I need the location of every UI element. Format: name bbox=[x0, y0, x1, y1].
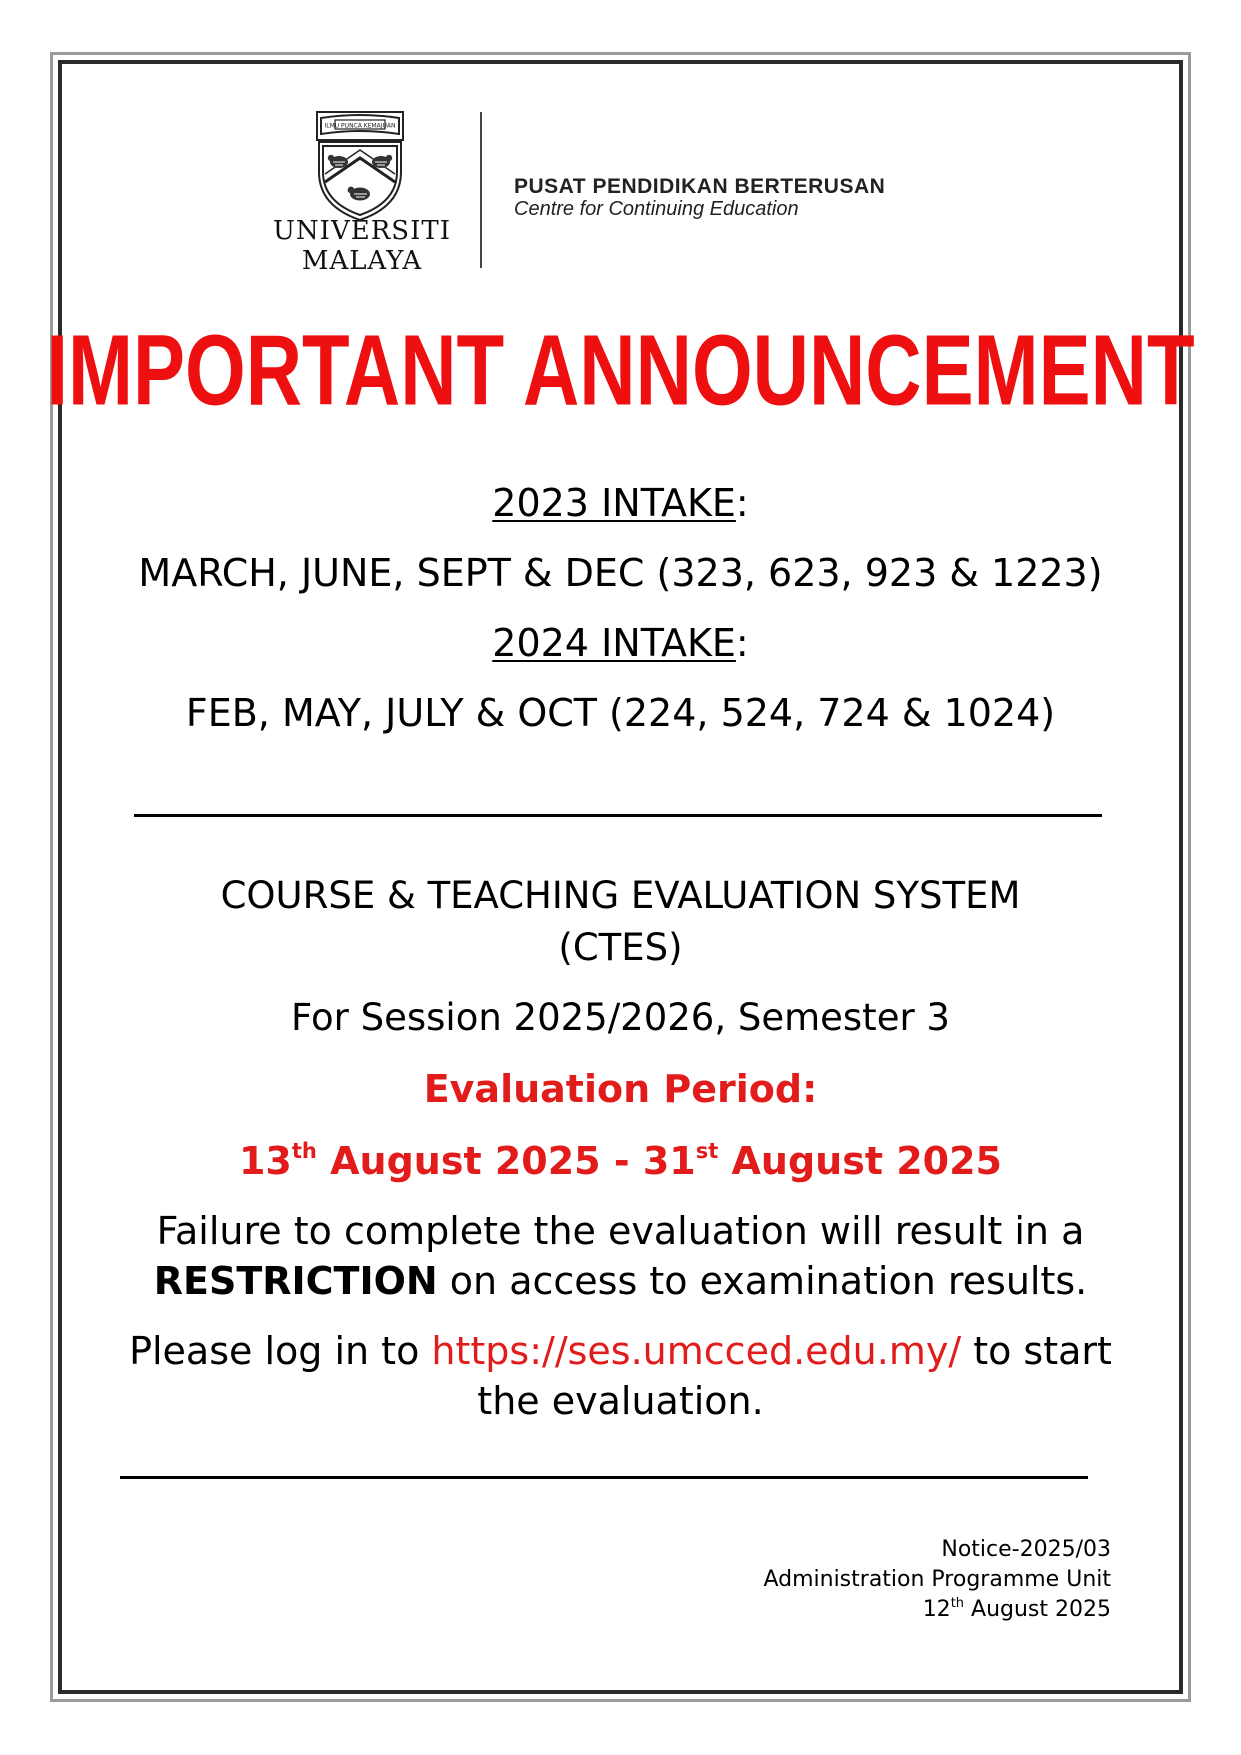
centre-name: PUSAT PENDIDIKAN BERTERUSAN bbox=[514, 175, 886, 198]
date-suffix: th bbox=[950, 1596, 965, 1611]
intake-heading-2024 bbox=[60, 620, 1181, 666]
intake-months-2023: MARCH, JUNE, SEPT & DEC (323, 623, 923 & 1223) bbox=[138, 551, 1103, 595]
intake-label: 2023 INTAKE bbox=[492, 481, 736, 525]
header-divider bbox=[480, 112, 482, 268]
login-line2: the evaluation. bbox=[477, 1379, 764, 1423]
system-title-line1: COURSE & TEACHING EVALUATION SYSTEM bbox=[220, 874, 1021, 917]
evaluation-link[interactable]: https://ses.umcced.edu.my/ bbox=[431, 1329, 962, 1373]
intake-heading-2023 bbox=[60, 480, 1181, 526]
login-suffix: to start bbox=[961, 1329, 1112, 1373]
divider-bottom bbox=[120, 1476, 1088, 1479]
notice-number: Notice-2025/03 bbox=[941, 1537, 1111, 1562]
intake-label: 2024 INTAKE bbox=[492, 621, 736, 665]
login-line1 bbox=[60, 1328, 1181, 1374]
intake-colon: : bbox=[735, 481, 749, 525]
evaluation-period-label: Evaluation Period: bbox=[423, 1067, 818, 1111]
centre-subtitle: Centre for Continuing Education bbox=[514, 198, 799, 220]
evaluation-period-dates bbox=[60, 1138, 1181, 1184]
svg-text:ILMU PUNCA KEMAJUAN: ILMU PUNCA KEMAJUAN bbox=[324, 122, 396, 130]
restriction-emphasis: RESTRICTION bbox=[153, 1259, 438, 1303]
system-title-line2: (CTES) bbox=[558, 926, 683, 969]
warning-line2 bbox=[60, 1258, 1181, 1304]
end-suffix: st bbox=[695, 1139, 719, 1163]
end-rest: August 2025 bbox=[718, 1139, 1002, 1183]
university-crest-icon bbox=[311, 110, 409, 222]
date-rest: August 2025 bbox=[964, 1597, 1111, 1622]
warning-line1: Failure to complete the evaluation will result in a bbox=[156, 1209, 1085, 1253]
warning-rest: on access to examination results. bbox=[437, 1259, 1088, 1303]
login-prefix: Please log in to bbox=[129, 1329, 432, 1373]
start-suffix: th bbox=[291, 1139, 317, 1163]
divider-top bbox=[134, 814, 1102, 817]
start-rest: August 2025 - bbox=[316, 1139, 643, 1183]
issuing-unit: Administration Programme Unit bbox=[763, 1567, 1111, 1592]
end-day: 31 bbox=[642, 1139, 696, 1183]
university-name-line2: MALAYA bbox=[301, 246, 423, 276]
intake-colon: : bbox=[735, 621, 749, 665]
start-day: 13 bbox=[238, 1139, 292, 1183]
notice-date bbox=[923, 1595, 1111, 1625]
page-title: IMPORTANT ANNOUNCEMENT bbox=[46, 313, 1195, 427]
university-name-line1: UNIVERSITI bbox=[273, 216, 451, 246]
intake-months-2024: FEB, MAY, JULY & OCT (224, 524, 724 & 1024) bbox=[185, 691, 1056, 735]
date-day: 12 bbox=[922, 1597, 951, 1622]
session-text: For Session 2025/2026, Semester 3 bbox=[291, 996, 950, 1039]
university-logo bbox=[272, 110, 452, 280]
